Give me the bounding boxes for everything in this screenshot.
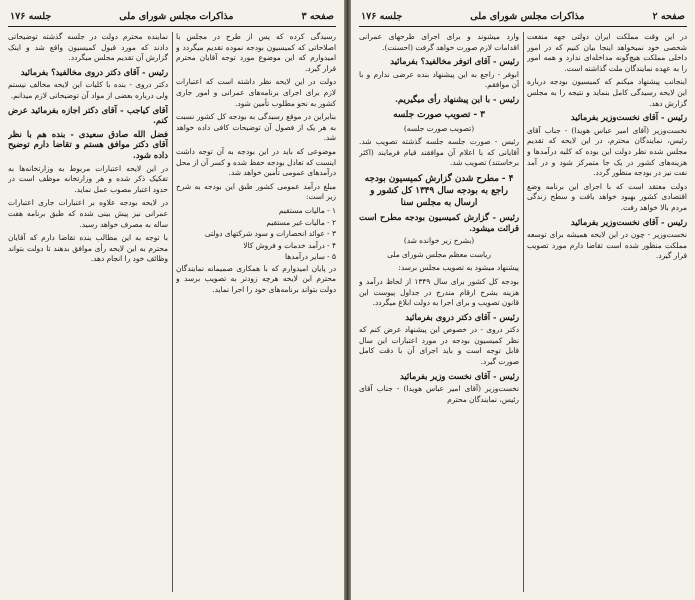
- speaker-line: فضل الله صادق سعیدی - بنده هم با نظر آقای دکتر موافق هستم و تقاضا دارم توضیح داده شود.: [8, 128, 168, 160]
- page-number: صفحه ۲: [652, 10, 685, 22]
- speaker-line: رئیس - آقای اتوفر مخالفید؟ بفرمائید: [390, 56, 519, 67]
- paragraph: ابوفر - راجع به این پیشنهاد بنده عرضی ندارم و با آن موافقم.: [359, 69, 519, 90]
- addressee: ریاست معظم مجلس شورای ملی: [387, 249, 491, 259]
- section-heading: ۳ - تصویب صورت جلسه: [393, 109, 485, 120]
- column-divider: [172, 32, 173, 592]
- paragraph: دولت در این لایحه نظر داشته است که اعتبارات لازم برای اجرای برنامه‌های عمرانی و امور جاری کشور به نحو مطلوب تأمین شود.: [176, 77, 336, 108]
- speaker-line: رئیس - با این پیشنهاد رأی میگیریم.: [395, 93, 519, 104]
- list-item: ۵ - سایر درآمدها: [284, 252, 336, 262]
- speaker-line: رئیس - آقای نخست‌وزیر بفرمائید: [570, 112, 687, 123]
- column-divider: [523, 32, 524, 592]
- header-divider: [8, 26, 336, 27]
- paragraph: در پایان امیدوارم که با همکاری صمیمانه نمایندگان محترم این لایحه هرچه زودتر به تصویب برسد و دولت بتواند برنامه‌های خود را اجرا نماید.: [176, 263, 336, 295]
- paragraph: پیشنهاد میشود به تصویب مجلس برسد:: [398, 263, 519, 273]
- header-divider: [359, 26, 687, 27]
- paragraph: در این لایحه اعتبارات مربوط به وزارتخانه‌ها به تفکیک ذکر شده و هر وزارتخانه موظف است در حدود اعتبار مصوب عمل نماید.: [8, 163, 168, 194]
- paragraph: نخست‌وزیر (آقای امیر عباس هویدا) - جناب آقای رئیس، نمایندگان محترم، در این لایحه که تقدیم مجلس شده نظر دولت این بوده که کلیه درآمدها و هزینه‌های کشور در یک جا متمرکز شود و در آمد نفت نیز در بودجه منظور گردد.: [527, 125, 687, 178]
- paragraph: در این وقت مملکت ایران دولتی جهه منفعت شخصی خود نمیخواهد اینجا بیان کنیم که در امور داخلی مملکت هیچ‌گونه مداخله‌ای ندارد و همه امور را به عهده نمایندگان ملت گذاشته است.: [527, 32, 687, 73]
- paragraph: دولت معتقد است که با اجرای این برنامه وضع اقتصادی کشور بهبود خواهد یافت و سطح زندگی مردم بالا خواهد رفت.: [527, 181, 687, 212]
- list-item: ۴ - درآمد خدمات و فروش کالا: [243, 240, 336, 250]
- speaker-line: رئیس - آقای نخست وزیر بفرمائید: [399, 370, 519, 381]
- paragraph: (بشرح زیر خوانده شد): [403, 236, 475, 246]
- speaker-line: رئیس - آقای دکتر دروی مخالفید؟ بفرمائید: [20, 66, 168, 77]
- right-page-header: [361, 8, 685, 24]
- paragraph: در لایحه بودجه علاوه بر اعتبارات جاری اعتبارات عمرانی نیز پیش بینی شده که طبق برنامه هفت ساله به مصرف خواهد رسید.: [8, 198, 168, 229]
- session-number: جلسه ۱۷۶: [10, 10, 52, 22]
- book-gutter: [344, 0, 351, 600]
- publication-title: مذاکرات مجلس شورای ملی: [119, 10, 234, 22]
- page-number: صفحه ۳: [301, 10, 334, 22]
- paragraph: موضوعی که باید در این بودجه به آن توجه داشت اینست که تعادل بودجه حفظ شده و کسر آن از محل درآمدهای عمومی تأمین خواهد شد.: [176, 146, 336, 178]
- left-page-left-column: [8, 32, 168, 592]
- paragraph: بنابراین در موقع رسیدگی به بودجه کل کشور نسبت به هر یک از فصول آن توضیحات کافی داده خواهد شد.: [176, 112, 336, 143]
- paragraph: دکتر دروی - بنده با کلیات این لایحه مخالف نیستم ولی درباره بعضی از مواد آن توضیحاتی لازم میدانم.: [8, 80, 168, 100]
- right-page-right-column: [527, 32, 687, 592]
- paragraph: وارد میشوند و برای اجرای طرحهای عمرانی اقدامات لازم صورت خواهد گرفت (احسنت).: [359, 32, 519, 52]
- right-page: [351, 0, 695, 600]
- paragraph: دکتر دروی - در خصوص این پیشنهاد عرض کنم که نظر کمیسیون بودجه در مورد اعتبارات این سال قابل توجه است و باید اجرای آن با دقت کامل صورت گیرد.: [359, 325, 519, 367]
- speaker-line: آقای کیاجب - آقای دکتر اجازه بفرمائید عرض کنم.: [8, 104, 168, 126]
- speaker-line: رئیس - گزارش کمیسیون بودجه مطرح است قرائت میشود.: [359, 211, 519, 233]
- right-page-left-column: [359, 32, 519, 592]
- revenue-list: [176, 206, 336, 263]
- paragraph: رئیس - صورت جلسه جلسه گذشته تصویب شد. آقایانی که با اعلام آن موافقند قیام فرمایند (اکثر برخاستند) تصویب شد.: [359, 137, 519, 168]
- paragraph: نماینده محترم دولت در جلسه گذشته توضیحاتی دادند که مورد قبول کمیسیون واقع شد و اینک گزارش آن تقدیم مجلس میگردد.: [8, 32, 168, 63]
- paragraph: نخست‌وزیر (آقای امیر عباس هویدا) - جناب آقای رئیس، نمایندگان محترم: [359, 384, 519, 404]
- left-page-header: [10, 8, 334, 24]
- speaker-line: رئیس - آقای نخست‌وزیر بفرمائید: [570, 216, 687, 227]
- list-item: ۱ - مالیات مستقیم: [278, 205, 336, 215]
- speaker-line: رئیس - آقای دکتر دروی بفرمائید: [405, 311, 519, 322]
- paragraph: نخست‌وزیر - چون در این لایحه همیشه برای توسعه مملکت منظور شده است تقاضا دارم مورد تصویب قرار گیرد.: [527, 230, 687, 261]
- publication-title: مذاکرات مجلس شورای ملی: [470, 10, 585, 22]
- paragraph: با توجه به این مطالب بنده تقاضا دارم که آقایان محترم به این لایحه رأی موافق بدهند تا دولت بتواند وظائف خود را انجام دهد.: [8, 233, 168, 264]
- section-heading: ۴ - مطرح شدن گزارش کمیسیون بودجه راجع به بودجه سال ۱۳۴۹ کل کشور و ارسال به مجلس سنا: [364, 173, 514, 208]
- left-page: [0, 0, 344, 600]
- paragraph: (تصویب صورت جلسه): [403, 123, 475, 133]
- paragraph: بودجه کل کشور برای سال ۱۳۴۹ از لحاظ درآمد و هزینه بشرح ارقام مندرج در جداول پیوست این قانون تصویب و برای اجرا به دولت ابلاغ میگردد.: [359, 276, 519, 308]
- list-item: ۲ - مالیات غیر مستقیم: [266, 217, 336, 227]
- paragraph: مبلغ درآمد عمومی کشور طبق این بودجه به شرح زیر است:: [176, 181, 336, 202]
- session-number: جلسه ۱۷۶: [361, 10, 403, 22]
- left-page-right-column: [176, 32, 336, 592]
- list-item: ۳ - عوائد انحصارات و سود شرکتهای دولتی: [204, 229, 336, 239]
- paragraph: رسیدگی کرده که پس از طرح در مجلس با اصلاحاتی که کمیسیون بودجه نموده تقدیم میگردد و امیدوارم که این موضوع مورد توجه آقایان محترم قرار گیرد.: [176, 32, 336, 73]
- paragraph: اینجانب پیشنهاد میکنم که کمیسیون بودجه درباره این لایحه رسیدگی کامل بنماید و نتیجه را به مجلس گزارش دهد.: [527, 77, 687, 108]
